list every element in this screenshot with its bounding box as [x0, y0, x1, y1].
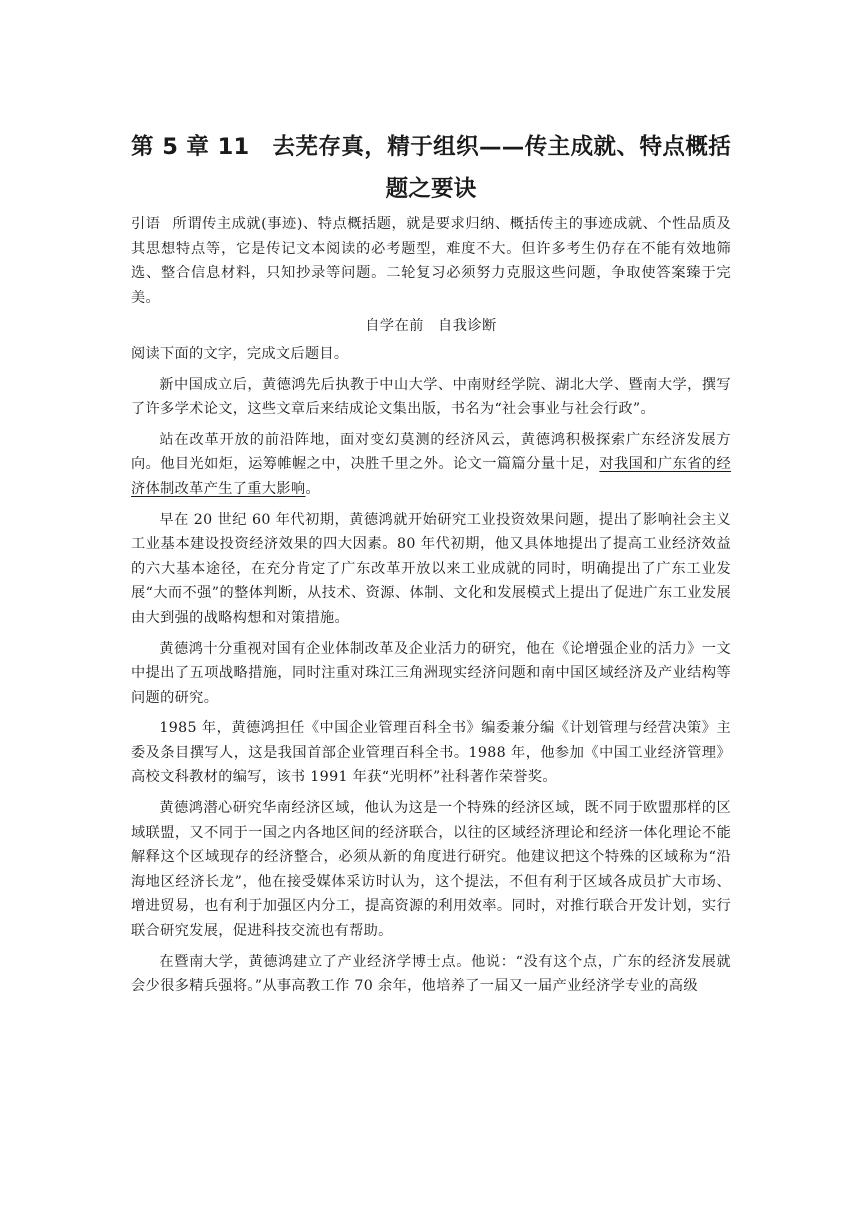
paragraph-2-text: 站在改革开放的前沿阵地，面对变幻莫测的经济风云，黄德鸿积极探索广东经济发展方向。他目光如炬，运筹帷幄之中，决胜千里之外。论文一篇篇分量十足， — [131, 431, 731, 473]
underlined-phrase: 对我国和广东省的经济体制改革产生了重大影响 — [131, 456, 732, 497]
body-paragraph-3: 早在 20 世纪 60 年代初期，黄德鸿就开始研究工业投资效果问题，提出了影响社会主义工业基本建设投资经济效果的四大因素。80 年代初期，他又具体地提出了提高工业经济效益的六大基本途径，在充分肯定了广东改革开放以来工业成就的同时，明确提出了广东工业发展“大而不强”的整体判断，从技术、资源、体制、文化和发展模式上提出了促进广东工业发展由大到强的战略构想和对策措施。 — [131, 511, 731, 626]
body-paragraph-7: 在暨南大学，黄德鸿建立了产业经济学博士点。他说：“没有这个点，广东的经济发展就会少很多精兵强将。”从事高教工作 70 余年，他培养了一届又一届产业经济学专业的高级 — [131, 953, 731, 995]
chapter-title: 第 5 章 11 去芜存真，精于组织——传主成就、特点概括题之要诀 — [131, 134, 731, 202]
body-paragraph-4: 黄德鸿十分重视对国有企业体制改革及企业活力的研究，他在《论增强企业的活力》一文中提出了五项战略措施，同时注重对珠江三角洲现实经济问题和南中国区域经济及产业结构等问题的研究。 — [131, 640, 731, 706]
body-paragraph-5: 1985 年，黄德鸿担任《中国企业管理百科全书》编委兼分编《计划管理与经营决策》主委及条目撰写人，这是我国首部企业管理百科全书。1988 年，他参加《中国工业经济管理》高校文科教材的编写，该书 1991 年获“光明杯”社科著作荣誉奖。 — [131, 720, 731, 786]
section-heading-left: 自学在前 — [365, 318, 424, 335]
intro-text: 所谓传主成就(事迹)、特点概括题，就是要求归纳、概括传主的事迹成就、个性品质及其思想特点等，它是传记文本阅读的必考题型，难度不大。但许多考生仍存在不能有效地筛选、整合信息材料，只知抄录等问题。二轮复习必须努力克服这些问题，争取使答案臻于完美。 — [131, 216, 731, 306]
body-paragraph-6: 黄德鸿潜心研究华南经济区域，他认为这是一个特殊的经济区域，既不同于欧盟那样的区域联盟，又不同于一国之内各地区间的经济联合，以往的区域经济理论和经济一体化理论不能解释这个区域现存的经济整合，必须从新的角度进行研究。他建议把这个特殊的区域称为“沿海地区经济长龙”，他在接受媒体采访时认为，这个提法，不但有利于区域各成员扩大市场、增进贸易，也有利于加强区内分工，提高资源的利用效率。同时，对推行联合开发计划，实行联合研究发展，促进科技交流也有帮助。 — [131, 800, 731, 940]
body-paragraph-1: 新中国成立后，黄德鸿先后执教于中山大学、中南财经学院、湖北大学、暨南大学，撰写了许多学术论文，这些文章后来结成论文集出版，书名为“社会事业与社会行政”。 — [131, 376, 731, 418]
paragraph-2-end: 。 — [305, 480, 320, 497]
intro-lead: 引语 — [131, 216, 161, 232]
body-paragraph-2 — [131, 428, 731, 502]
section-heading — [131, 314, 731, 339]
reading-instruction: 阅读下面的文字，完成文后题目。 — [131, 345, 349, 362]
intro-paragraph — [131, 212, 731, 310]
section-heading-right: 自我诊断 — [438, 318, 497, 335]
document-page — [131, 126, 731, 999]
